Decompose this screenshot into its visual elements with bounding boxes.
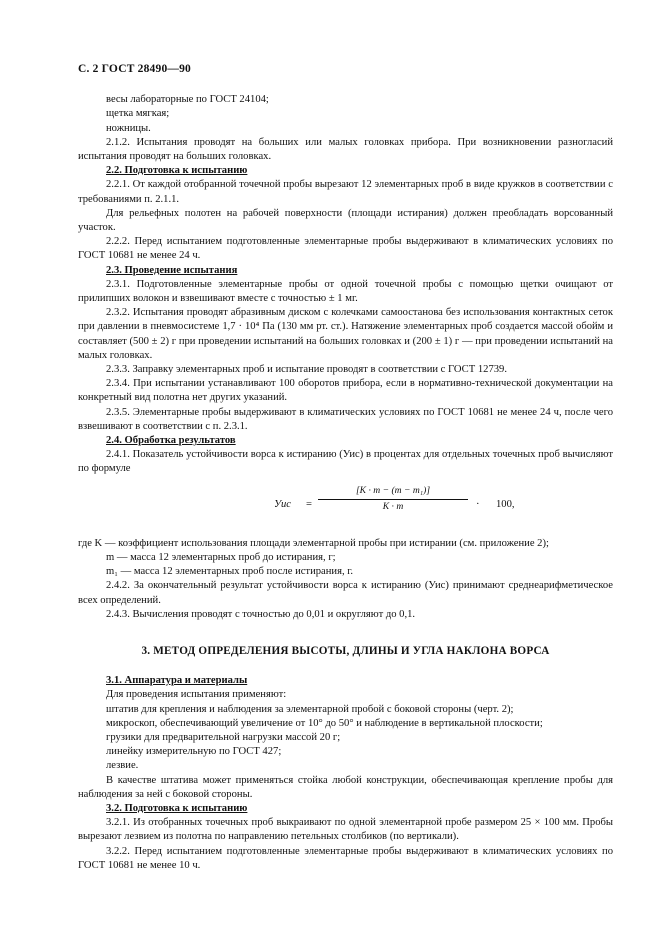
clause-2-3-3: 2.3.3. Заправку элементарных проб и испытание проводят в соответствии с ГОСТ 12739. <box>106 364 507 376</box>
formula-lhs: Уис <box>274 498 291 510</box>
heading-3-2: 3.2. Подготовка к испытанию <box>106 802 248 814</box>
clause-2-1-2: 2.1.2. Испытания проводят на больших или малых головках прибора. При возникновении разногласий испытания проводят на больших головках. <box>78 136 613 163</box>
equipment-scales: весы лабораторные по ГОСТ 24104; <box>106 94 269 106</box>
clause-2-4-2: 2.4.2. За окончательный результат устойчивости ворса к истиранию (Уис) принимают среднеарифметическое всех определений. <box>78 580 613 606</box>
formula-factor: 100, <box>496 498 515 510</box>
clause-2-3-5: 2.3.5. Элементарные пробы выдерживают в климатических условиях по ГОСТ 10681 не менее 24 ч, после чего взвешивают в соответствии с п. 2.3.1. <box>78 406 613 432</box>
equipment-stand: штатив для крепления и наблюдения за элементарной пробой с боковой стороны (черт. 2); <box>106 703 514 715</box>
clause-3-1-intro: Для проведения испытания применяют: <box>106 689 287 701</box>
formula <box>78 483 613 529</box>
equipment-blade: лезвие. <box>106 760 139 772</box>
clause-2-2-1-b: Для рельефных полотен на рабочей поверхности (площади истирания) должен преобладать ворсованный участок. <box>78 207 613 234</box>
heading-2-2: 2.2. Подготовка к испытанию <box>106 165 248 177</box>
clause-2-3-1: 2.3.1. Подготовленные элементарные пробы от одной точечной пробы с помощью щетки очищают от прилипших волокон и взвешивают вместе с точностью ± 1 мг. <box>78 278 613 305</box>
equipment-scissors: ножницы. <box>106 122 151 134</box>
equipment-weights: грузики для предварительной нагрузки массой 20 г; <box>106 731 341 743</box>
formula-denominator: K · m <box>382 500 404 512</box>
where-m1: m₁ — масса 12 элементарных проб после истирания, г. <box>106 566 354 578</box>
formula-fraction <box>318 485 468 513</box>
clause-2-2-2: 2.2.2. Перед испытанием подготовленные элементарные пробы выдерживают в климатических условиях по ГОСТ 10681 не менее 24 ч. <box>78 236 613 262</box>
page-header: С. 2 ГОСТ 28490—90 <box>78 63 191 75</box>
formula-multiply: · <box>476 498 480 510</box>
document-page <box>78 62 613 873</box>
fraction-bar <box>318 499 468 500</box>
clause-2-3-4: 2.3.4. При испытании устанавливают 100 оборотов прибора, если в нормативно-технической документации на конкретный вид полотна нет других указаний. <box>78 378 613 404</box>
equipment-ruler: линейку измерительную по ГОСТ 427; <box>106 746 282 758</box>
heading-2-4: 2.4. Обработка результатов <box>106 435 236 447</box>
clause-3-2-1: 3.2.1. Из отобранных точечных проб выкраивают по одной элементарной пробе размером 25 × 100 мм. Пробы вырезают лезвием из полотна по направлению петельных столбиков (по вертикали). <box>78 817 613 843</box>
equipment-brush: щетка мягкая; <box>106 108 170 120</box>
where-k: где K — коэффициент использования площади элементарной пробы при истирании (см. приложение 2); <box>78 537 549 549</box>
where-m: m — масса 12 элементарных проб до истирания, г; <box>106 551 336 563</box>
clause-2-2-1: 2.2.1. От каждой отобранной точечной пробы вырезают 12 элементарных проб в виде кружков в соответствии с требованиями п. 2.1.1. <box>78 179 613 205</box>
section-3-title: 3. МЕТОД ОПРЕДЕЛЕНИЯ ВЫСОТЫ, ДЛИНЫ И УГЛА НАКЛОНА ВОРСА <box>141 644 550 657</box>
formula-equals: = <box>306 498 312 510</box>
equipment-microscope: микроскоп, обеспечивающий увеличение от 10° до 50° и наблюдение в вертикальной плоскости; <box>106 717 543 729</box>
clause-2-4-3: 2.4.3. Вычисления проводят с точностью до 0,01 и округляют до 0,1. <box>106 608 416 620</box>
clause-3-2-2: 3.2.2. Перед испытанием подготовленные элементарные пробы выдерживают в климатических условиях по ГОСТ 10681 не менее 10 ч. <box>78 845 613 871</box>
formula-numerator: [K · m − (m − m₁)] <box>355 484 431 496</box>
clause-2-4-1: 2.4.1. Показатель устойчивости ворса к истиранию (Уис) в процентах для отдельных точечных проб вычисляют по формуле <box>78 449 613 475</box>
clause-2-3-2: 2.3.2. Испытания проводят абразивным диском с колечками самоостанова без использования контактных сеток при давлении в пневмосистеме 1,7 · 10⁴ Па (130 мм рт. ст.). Натяжение элементарных проб создается массой обойм и составляет (500 ± 2) г при проведении испытаний на больших головках и (200 ± 1) г — при проведении испытаний на малых головках. <box>78 307 613 361</box>
clause-3-1-note: В качестве штатива может применяться стойка любой конструкции, обеспечивающая крепление пробы для наблюдения за ней с боковой стороны. <box>78 774 613 800</box>
heading-3-1: 3.1. Аппаратура и материалы <box>106 675 248 687</box>
heading-2-3: 2.3. Проведение испытания <box>106 264 238 276</box>
